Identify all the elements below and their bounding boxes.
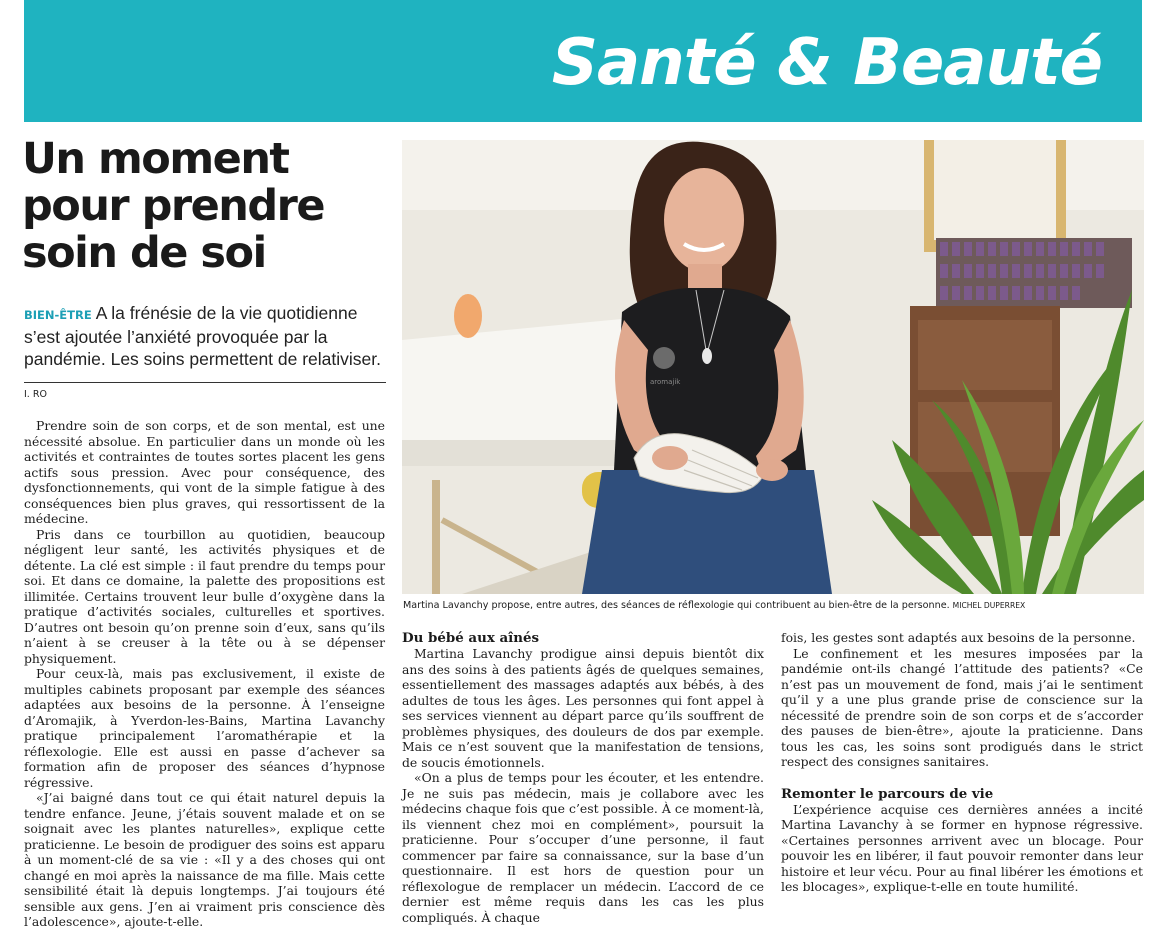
photo-illustration bbox=[402, 140, 1144, 594]
section-banner bbox=[24, 0, 1142, 122]
subheading: Remonter le parcours de vie bbox=[781, 785, 994, 802]
paragraph: «J’ai baigné dans tout ce qui était naturel depuis la tendre enfance. Jeune, j’étais souvent malade et on se soignait avec les plantes naturelles», explique cette praticienne. Le besoin de prodiguer des soins est apparu à un moment-clé de sa vie : «Il y a des choses qui ont changé en moi après la naissance de ma fille. Mais cette sensibilité était là depuis longtemps. J’ai toujours été sensible aux gens. J’en ai vraiment pris conscience dès l’adolescence», ajoute-t-elle. bbox=[24, 790, 385, 929]
paragraph: «On a plus de temps pour les écouter, et les entendre. Je ne suis pas médecin, mais je collabore avec les médecins chaque fois que c’est possible. À ce moment-là, ils viennent chez moi en complément», poursuit la praticienne. Pour s’occuper d’une personne, il faut commencer par faire sa connaissance, sur la base d’un questionnaire. Il est hors de question pour un réflexologue de remplacer un médecin. L’accord de ce dernier est même requis dans les cas les plus compliqués. À chaque bbox=[402, 770, 764, 925]
text-column-3 bbox=[781, 630, 1143, 895]
byline-rule bbox=[24, 382, 386, 383]
paragraph: Prendre soin de son corps, et de son mental, est une nécessité absolue. En particulier dans un monde où les activités et contraintes de toutes sortes placent les gens actifs sous pression. Avec pour conséquence, des dysfonctionnements, qui vont de la simple fatigue à des conséquences bien plus graves, qui ressortissent de la médecine. bbox=[24, 418, 385, 526]
article-photo bbox=[402, 140, 1144, 594]
paragraph: L’expérience acquise ces dernières années a incité Martina Lavanchy à se former en hypnose régressive. «Certaines personnes arrivent avec un blocage. Pour pouvoir les en libérer, il faut pouvoir remonter dans leur histoire et leur vécu. Pour au final libérer les émotions et les blocages», explique-t-elle en toute humilité. bbox=[781, 801, 1143, 894]
paragraph: Pris dans ce tourbillon au quotidien, beaucoup négligent leur santé, les activités physiques et de détente. La clé est simple : il faut prendre du temps pour soi. Et dans ce domaine, la palette des propositions est illimitée. Certains trouvent leur bulle d’oxygène dans la pratique d’activités sociales, culturelles et sportives. D’autres ont besoin qu’on prenne soin d’eux, sans qu’ils n’aient à se creuser à la tête ou à se dépenser physiquement. bbox=[24, 526, 385, 666]
caption-text: Martina Lavanchy propose, entre autres, des séances de réflexologie qui contribuent au bien-être de la personne. bbox=[403, 600, 950, 611]
paragraph: Pour ceux-là, mais pas exclusivement, il existe de multiples cabinets proposant par exemple des séances adaptées aux besoins de la personne. À l’enseigne d’Aromajik, à Yverdon-les-Bains, Martina Lavanchy pratique principalement l’aromathérapie et la réflexologie. Elle est aussi en passe d’achever sa formation afin de proposer des séances d’hypnose régressive. bbox=[24, 666, 385, 790]
section-title: Santé & Beauté bbox=[551, 26, 1102, 100]
text-column-1 bbox=[24, 418, 385, 930]
lead-text: A la frénésie de la vie quotidienne s’est ajoutée l’anxiété provoquée par la pandémie. Les soins permettent de relativiser. bbox=[24, 303, 381, 369]
subheading: Du bébé aux aînés bbox=[402, 630, 540, 646]
paragraph: Martina Lavanchy prodigue ainsi depuis bientôt dix ans des soins à des patients âgés de quelques semaines, essentiellement des massages adaptés aux bébés, à des adultes de tous les âges. Les personnes qui font appel à ses services viennent au départ parce qu’ils souffrent de problèmes physiques, des douleurs de dos par exemple. Mais ce n’est souvent que la manifestation de tensions, de soucis émotionnels. bbox=[402, 646, 764, 770]
paragraph: Le confinement et les mesures imposées par la pandémie ont-ils changé l’attitude des patients? «Ce n’est pas un mouvement de fond, mais j’ai le sentiment qu’il y a une plus grande prise de conscience sur la nécessité de prendre soin de son corps et de s’accorder des pauses de bien-être», ajoute la praticienne. Dans tous les cas, les soins sont prodigués dans le strict respect des consignes sanitaires. bbox=[781, 645, 1143, 769]
article-lead bbox=[24, 302, 394, 370]
photo-caption bbox=[403, 600, 1145, 611]
article-author: I. RO bbox=[24, 389, 47, 400]
paragraph: fois, les gestes sont adaptés aux besoins de la personne. bbox=[781, 630, 1136, 645]
text-column-2 bbox=[402, 630, 764, 925]
shirt-logo-text: aromajik bbox=[650, 378, 681, 386]
photo-credit: MICHEL DUPERREX bbox=[952, 601, 1026, 610]
article-kicker: BIEN-ÊTRE bbox=[24, 308, 92, 322]
article-headline: Un moment pour prendre soin de soi bbox=[22, 134, 325, 278]
